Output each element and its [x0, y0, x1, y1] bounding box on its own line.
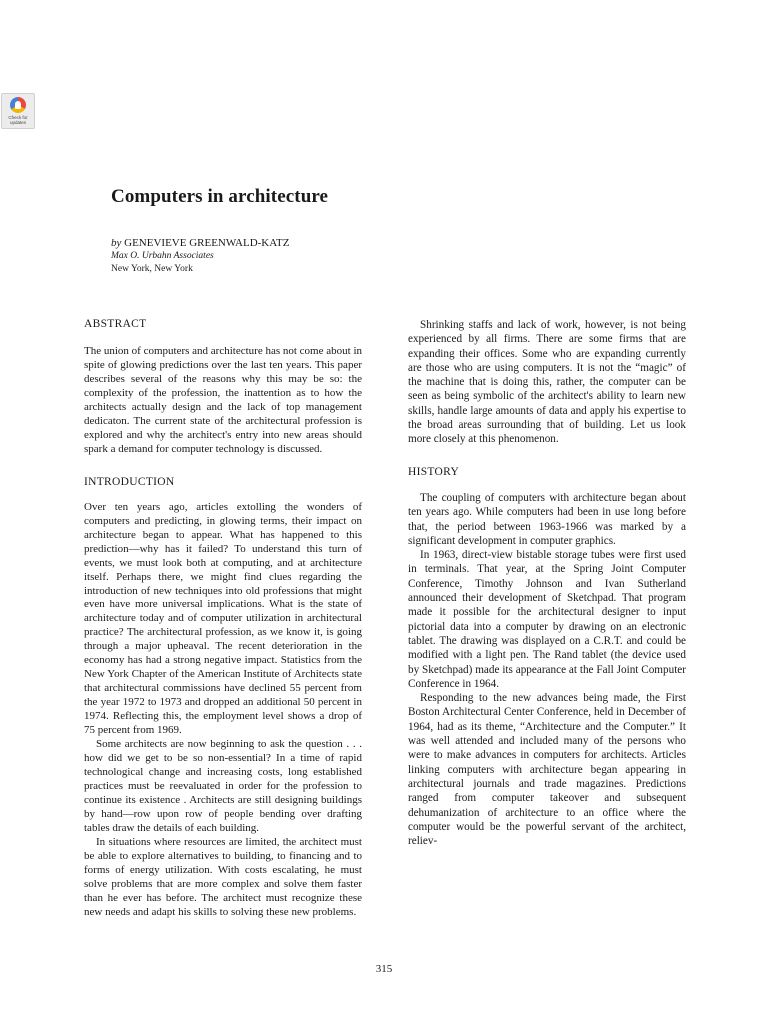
page-number: 315	[375, 963, 393, 975]
history-paragraph-1: The coupling of computers with architecture began about ten years ago. While computers had been in use long before that, the period between 1963-1966 was marked by a significant development in computer graphics.	[408, 491, 686, 547]
byline	[111, 237, 289, 276]
introduction-paragraph-3: In situations where resources are limited, the architect must be able to explore alternatives to building, to financing and to forms of energy utilization. With costs escalating, he must solve problems that are more complex and solve them faster than he ever has before. The architect must recognize these new needs and adapt his skills to solving these new problems.	[84, 835, 362, 918]
right-column	[408, 318, 686, 848]
left-column	[84, 318, 362, 920]
introduction-paragraph-4: Shrinking staffs and lack of work, however, is not being experienced by all firms. There are some firms that are expanding their offices. Some who are expanding currently are those who are using computers. It is not the “magic” of the machine that is doing this, rather, the computer can be seen as being symbolic of the architect's ability to learn new skills, handle large amounts of data and apply his expertise to the broad areas surrounding that of building. Let us look more closely at this phenomenon.	[408, 319, 686, 446]
abstract-heading: ABSTRACT	[84, 318, 147, 330]
author-affiliation: Max O. Urbahn Associates	[111, 251, 214, 261]
crossmark-icon	[10, 97, 26, 113]
abstract-text: The union of computers and architecture has not come about in spite of glowing predictions over the last ten years. This paper describes several of the reasons why this may be so: the complexity of the profession, the inattention as to how the architects actually design and the lack of top management dedicaton. The current state of the architectural profession is explored and why the architect's entry into new areas should spark a demand for computer technology is discussed.	[84, 344, 362, 455]
history-heading: HISTORY	[408, 465, 460, 478]
author-line	[111, 237, 289, 250]
introduction-paragraph-2: Some architects are now beginning to ask the question . . . how did we get to be so non-essential? In a time of rapid technological change and increasing costs, long established practices must be reevaluated in order for the profession to continue its existence . Architects are still designing buildings by hand—row upon row of people bending over drafting tables draw the details of each building.	[84, 738, 362, 834]
history-paragraph-2: In 1963, direct-view bistable storage tubes were first used in terminals. That year, at the Spring Joint Computer Conference, Timothy Johnson and Ivan Sutherland announced their development of Sketchpad. That program made it possible for the architectural designer to input pictorial data into a computer by drawing on an electronic tablet. The drawing was displayed on a C.R.T. and could be modified with a light pen. The Rand tablet (the device used by Sketchpad) made its appearance at the Fall Joint Computer Conference in 1964.	[408, 549, 686, 690]
check-for-updates-label: Check for updates	[8, 115, 28, 125]
author-location: New York, New York	[111, 264, 193, 274]
history-paragraph-3: Responding to the new advances being made, the First Boston Architectural Center Conference, held in December of 1964, had as its theme, “Architecture and the Computer.” It was well attended and included many of the persons who were to make advances in computers for architects. Articles linking computers with architecture began appearing in architectural journals and trade magazines. Predictions ranged from computer takeover and subsequent dehumanization of architecture to an office where the computer would be the powerful servant of the architect, reliev-	[408, 692, 686, 848]
article-title: Computers in architecture	[111, 186, 329, 207]
introduction-heading: INTRODUCTION	[84, 475, 175, 488]
check-for-updates-badge[interactable]	[1, 93, 35, 129]
introduction-paragraph-1: Over ten years ago, articles extolling the wonders of computers and predicting, in glowing terms, their impact on architecture began to appear. What has happened to this prediction—why has it failed? To understand this turn of events, we must look both at computing, and at architecture itself. Perhaps there, we might find clues regarding the introduction of new techniques into old professions that might even have more universal implications. What is the state of architecture today and of computer utilization in architectural practice? The architectural profession, as we know it, is going through a major upheaval. The recent deterioration in the economy has had a strong negative impact. Statistics from the New York Chapter of the American Institute of Architects state that architectural commissions have declined 55 percent from the year 1972 to 1973 and dropped an additional 50 percent in 1974. Reflecting this, the employment level shows a drop of 75 percent from 1969.	[84, 500, 362, 737]
by-label: by	[111, 237, 122, 249]
author-name: GENEVIEVE GREENWALD-KATZ	[124, 237, 290, 249]
